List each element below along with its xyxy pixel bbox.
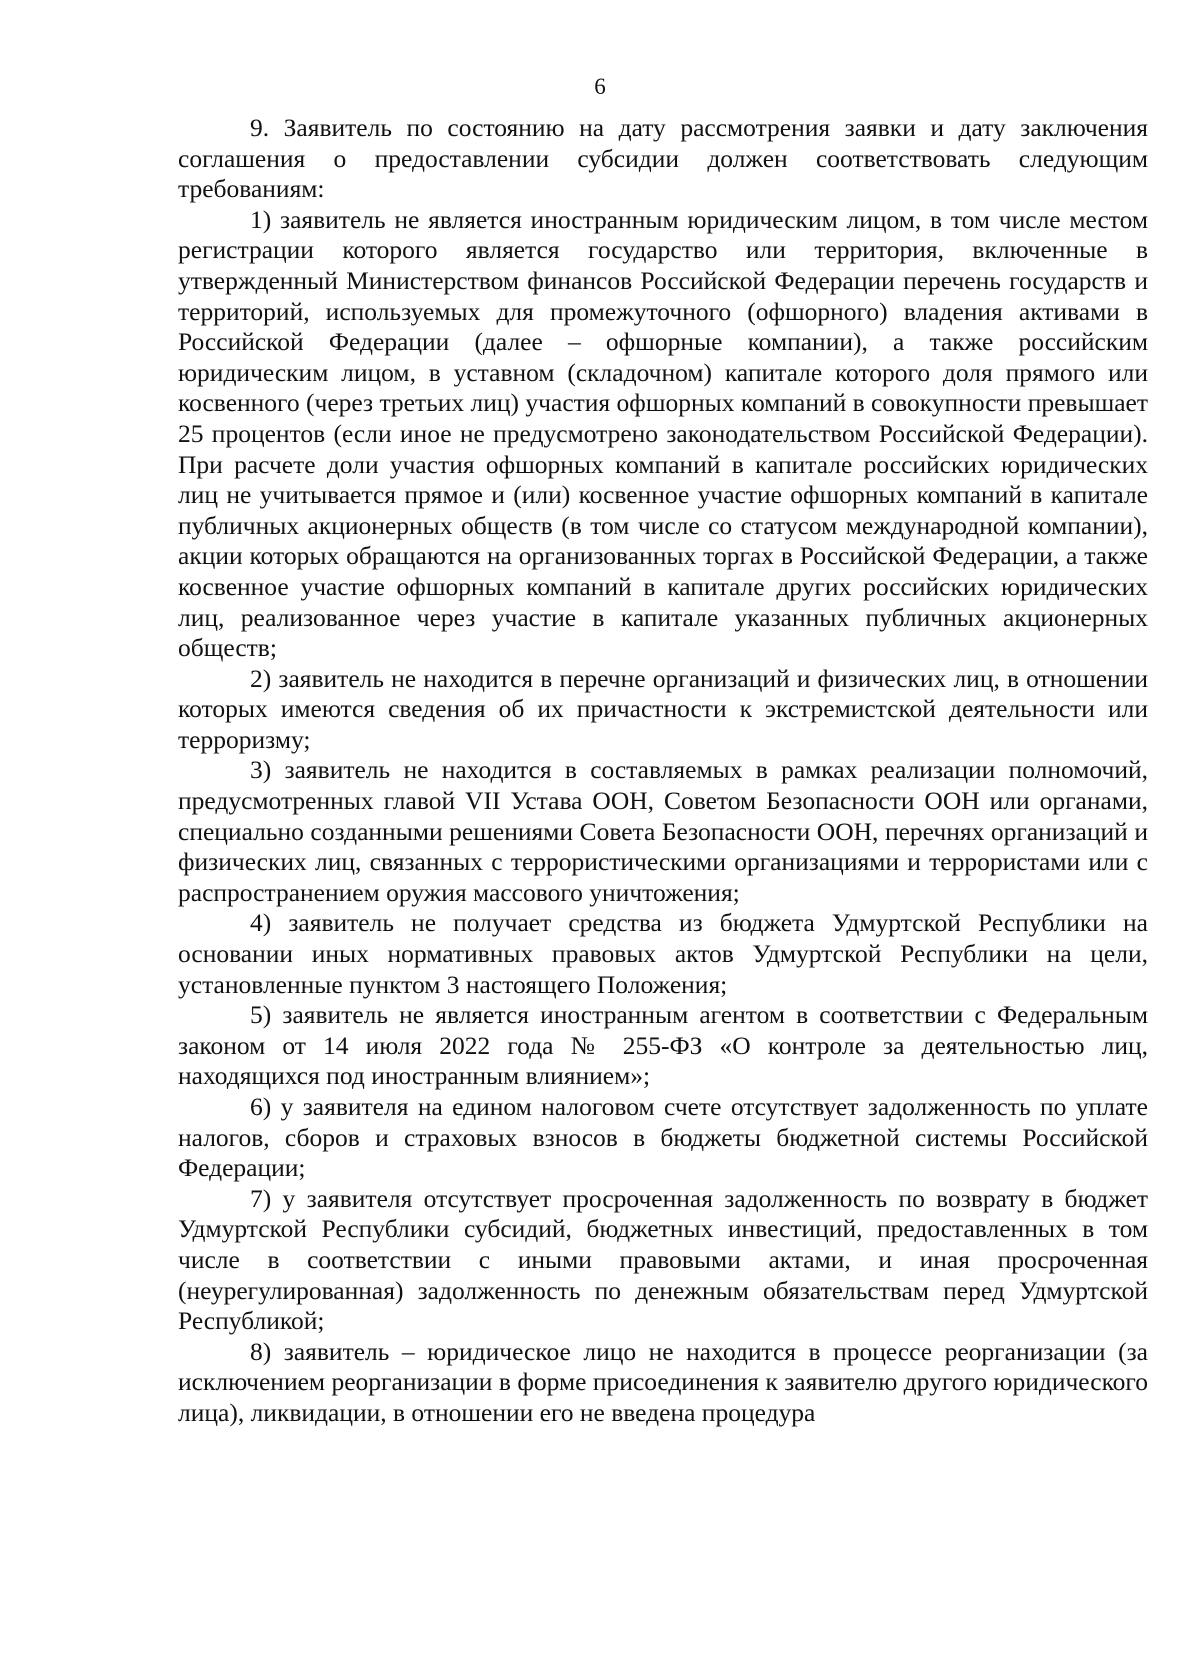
paragraph-item-1-offshore: 1) заявитель не является иностранным юридическим лицом, в том числе местом регистрации которого является государство или территория, включенные в утвержденный Министерством финансов Российской Федерации перечень государств и территорий, используемых для промежуточного (офшорного) владения активами в Российской Федерации (далее – офшорные компании), а также российским юридическим лицом, в уставном (складочном) капитале которого доля прямого или косвенного (через третьих лиц) участия офшорных компаний в совокупности превышает 25 процентов (если иное не предусмотрено законодательством Российской Федерации). При расчете доли участия офшорных компаний в капитале российских юридических лиц не учитывается прямое и (или) косвенное участие офшорных компаний в капитале публичных акционерных обществ (в том числе со статусом международной компании), акции которых обращаются на организованных торгах в Российской Федерации, а также косвенное участие офшорных компаний в капитале других российских юридических лиц, реализованное через участие в капитале указанных публичных акционерных обществ; — [178, 204, 1148, 663]
paragraph-item-4-budget-funds: 4) заявитель не получает средства из бюджета Удмуртской Республики на основании иных нормативных правовых актов Удмуртской Республики на цели, установленные пунктом 3 настоящего Положения; — [178, 908, 1148, 999]
paragraph-item-6-tax-debt: 6) у заявителя на едином налоговом счете отсутствует задолженность по уплате налогов, сборов и страховых взносов в бюджеты бюджетной системы Российской Федерации; — [178, 1092, 1148, 1183]
paragraph-item-3-un-lists: 3) заявитель не находится в составляемых в рамках реализации полномочий, предусмотренных главой VII Устава ООН, Советом Безопасности ООН или органами, специально созданными решениями Совета Безопасности ООН, перечнях организаций и физических лиц, связанных с террористическими организациями и террористами или с распространением оружия массового уничтожения; — [178, 755, 1148, 907]
document-body — [178, 113, 1148, 1429]
paragraph-item-2-extremism: 2) заявитель не находится в перечне организаций и физических лиц, в отношении которых имеются сведения об их причастности к экстремистской деятельности или терроризму; — [178, 663, 1148, 754]
paragraph-item-8-reorganization: 8) заявитель – юридическое лицо не находится в процессе реорганизации (за исключением реорганизации в форме присоединения к заявителю другого юридического лица), ликвидации, в отношении его не введена процедура — [178, 1336, 1148, 1427]
page-number: 6 — [594, 74, 606, 99]
paragraph-item-7-overdue-debt: 7) у заявителя отсутствует просроченная задолженность по возврату в бюджет Удмуртской Республики субсидий, бюджетных инвестиций, предоставленных в том числе в соответствии с иными правовыми актами, и иная просроченная (неурегулированная) задолженность по денежным обязательствам перед Удмуртской Республикой; — [178, 1183, 1148, 1336]
paragraph-requirements-intro: 9. Заявитель по состоянию на дату рассмотрения заявки и дату заключения соглашения о предоставлении субсидии должен соответствовать следующим требованиям: — [178, 113, 1148, 204]
paragraph-item-5-foreign-agent: 5) заявитель не является иностранным агентом в соответствии с Федеральным законом от 14 июля 2022 года № 255-ФЗ «О контроле за деятельностью лиц, находящихся под иностранным влиянием»; — [178, 1000, 1148, 1091]
